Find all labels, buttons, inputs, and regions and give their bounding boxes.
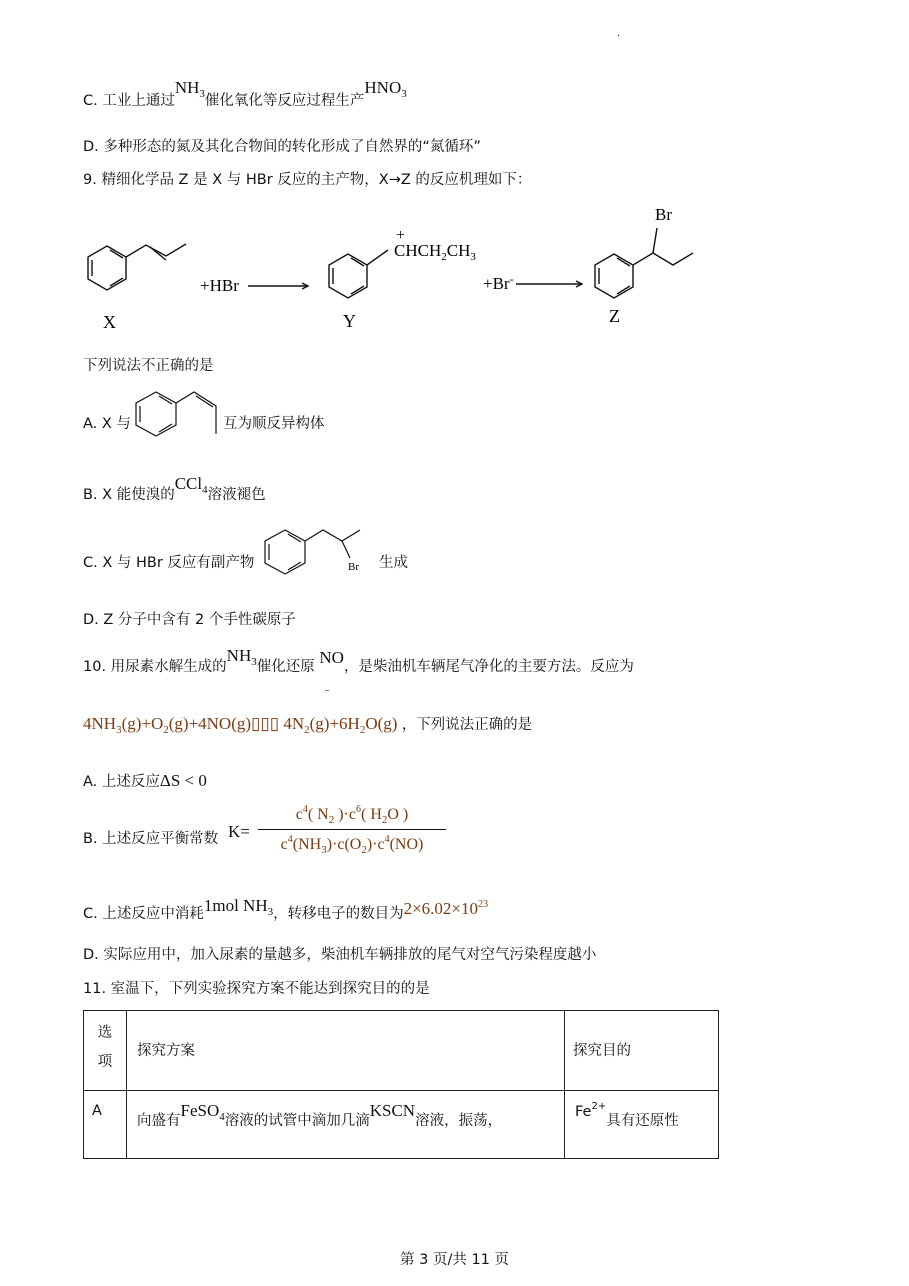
byproduct-bromine: Br — [348, 561, 359, 573]
bromide-reagent: +Br- — [483, 272, 514, 293]
q10-equation — [83, 714, 532, 736]
q9-option-d: D. Z 分子中含有 2 个手性碳原子 — [83, 612, 296, 628]
stray-mark — [325, 690, 329, 691]
header-dot: . — [617, 28, 621, 39]
q9-option-a-pre: A. X 与 — [83, 416, 131, 432]
q8-c-text: C. 工业上通过 — [83, 93, 175, 109]
table-header-row — [84, 1011, 719, 1091]
q10-option-b-pre: B. 上述反应平衡常数 — [83, 831, 219, 847]
k-denominator: $c^4(NH_3)\cdot c(O_2)\cdot c^4(NO)$ — [280, 834, 424, 856]
ccl4-formula: CCl$_4$ — [174, 474, 208, 496]
label-z: Z — [609, 306, 620, 326]
row-a-option: A — [84, 1091, 127, 1159]
fraction-bar — [258, 829, 446, 830]
experiment-table — [83, 1010, 719, 1159]
byproduct-structure — [260, 522, 375, 578]
hbr-reagent: +HBr — [200, 276, 239, 295]
electron-count: $2\times 6.02\times 10^{23}$ — [403, 899, 489, 918]
row-a-goal: $Fe^{2+}$具有还原性 — [565, 1091, 719, 1159]
reaction-scheme — [70, 198, 750, 338]
cation-formula: $CHCH_2CH_3$ — [394, 241, 476, 263]
fe2-ion: $Fe^{2+}$ — [575, 1101, 607, 1120]
q10-option-c: C. 上述反应中消耗1mol $NH_3$，转移电子的数目为$2\times 6.02\times 10^{23}$ — [83, 896, 489, 922]
q9-stem: 9. 精细化学品 Z 是 X 与 HBr 反应的主产物，X→Z 的反应机理如下： — [83, 172, 532, 188]
no-formula: NO — [319, 648, 344, 667]
q9-option-a-post: 互为顺反异构体 — [223, 416, 325, 432]
hno3-formula: $HNO_3$ — [364, 78, 407, 100]
header-goal: 探究目的 — [565, 1011, 719, 1091]
mol-nh3: 1mol $NH_3$ — [203, 896, 274, 918]
q8-option-d: D. 多种形态的氮及其化合物间的转化形成了自然界的“氮循环” — [83, 139, 481, 155]
q8-c-text-mid: 催化氧化等反应过程生产 — [204, 93, 365, 109]
q8-option-c — [83, 78, 407, 116]
nh3-formula: $NH_3$ — [226, 646, 257, 668]
q11-stem: 11. 室温下，下列实验探究方案不能达到探究目的的是 — [83, 981, 430, 997]
header-plan: 探究方案 — [127, 1011, 565, 1091]
q9-option-c-post: 生成 — [379, 555, 408, 571]
row-a-plan: 向盛有FeSO$_4$溶液的试管中滴加几滴KSCN溶液，振荡， — [127, 1091, 565, 1159]
z-bromine: Br — [655, 205, 672, 224]
q10-option-d: D. 实际应用中，加入尿素的量越多，柴油机车辆排放的尾气对空气污染程度越小 — [83, 947, 597, 963]
label-x: X — [103, 312, 116, 332]
equation-image-text: $4NH_3(g)+O_2(g)+4NO(g)▯▯▯$ $4N_2(g)+6H_2O(g)$ — [83, 714, 402, 736]
kscn-formula: KSCN — [369, 1101, 416, 1120]
benzene-ring-y — [329, 254, 367, 298]
cation-plus: + — [396, 227, 406, 244]
header-option: 选 项 — [84, 1011, 127, 1091]
cis-isomer-structure — [126, 384, 226, 440]
benzene-ring-z — [595, 254, 633, 298]
q10-equation-tail: ，下列说法正确的是 — [401, 717, 533, 733]
label-y: Y — [343, 311, 356, 331]
q9-option-b: B. X 能使溴的CCl$_4$溶液褪色 — [83, 474, 266, 503]
benzene-ring-x — [88, 246, 126, 290]
q10-option-a: A. 上述反应ΔS < 0 — [83, 771, 207, 790]
k-numerator: $c^4$( $N_2$ )$\cdot c^6$( $H_2O$ ) — [295, 804, 409, 826]
k-symbol: K= — [228, 822, 250, 841]
q10-stem: 10. 用尿素水解生成的$NH_3$催化还原 NO，是柴油机车辆尾气净化的主要方法。反应为 — [83, 646, 634, 675]
q9-option-c-pre: C. X 与 HBr 反应有副产物 — [83, 555, 255, 571]
q9-question: 下列说法不正确的是 — [83, 358, 214, 374]
entropy-condition: ΔS < 0 — [159, 771, 207, 790]
page-footer: 第 3 页/共 11 页 — [400, 1252, 509, 1268]
table-row — [84, 1091, 719, 1159]
feso4-formula: FeSO$_4$ — [180, 1101, 225, 1123]
nh3-formula: $NH_3$ — [174, 78, 205, 100]
